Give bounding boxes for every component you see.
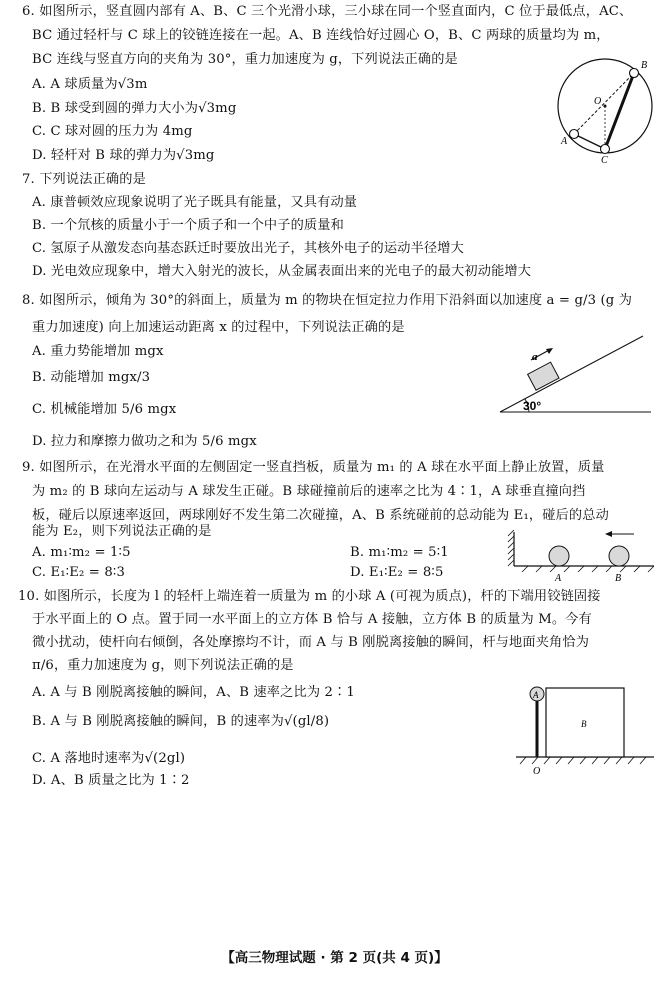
q9-stem-line-2: 为 m₂ 的 B 球向左运动与 A 球发生正碰。B 球碰撞前后的速率之比为 4∶1，A 球垂直撞向挡	[32, 484, 586, 499]
q9-label-a: A	[555, 573, 562, 584]
q10-label-a: A	[533, 690, 539, 700]
q9-option-c: C. E₁∶E₂ = 8∶3	[32, 565, 126, 580]
q8-option-c: C. 机械能增加 5/6 mgx	[32, 402, 177, 417]
q9-option-d: D. E₁∶E₂ = 8∶5	[350, 565, 444, 580]
q8-option-d: D. 拉力和摩擦力做功之和为 5/6 mgx	[32, 434, 257, 449]
q6-option-d: D. 轻杆对 B 球的弹力为√3mg	[32, 148, 215, 163]
q6-option-a: A. A 球质量为√3m	[32, 77, 148, 92]
q6-label-a: A	[561, 136, 568, 147]
q6-stem-line-3: BC 连线与竖直方向的夹角为 30°，重力加速度为 g，下列说法正确的是	[32, 52, 458, 67]
q6-stem-line-2: BC 通过轻杆与 C 球上的铰链连接在一起。A、B 连线恰好过圆心 O，B、C 两球的质量均为 m，	[32, 28, 610, 43]
q6-figure-circle	[555, 50, 655, 165]
q7-option-c: C. 氢原子从激发态向基态跃迁时要放出光子，其核外电子的运动半径增大	[32, 241, 464, 256]
q8-figure-incline	[495, 330, 655, 420]
q8-stem-line-1: 8. 如图所示，倾角为 30°的斜面上，质量为 m 的物块在恒定拉力作用下沿斜面以加速度 a = g/3 (g 为	[22, 293, 633, 308]
q9-option-b: B. m₁∶m₂ = 5∶1	[350, 545, 449, 560]
q10-stem-line-3: 微小扰动，使杆向右倾倒，各处摩擦均不计，而 A 与 B 刚脱离接触的瞬间，杆与地面夹角恰为	[32, 635, 590, 650]
q8-label-angle: 30°	[523, 399, 542, 413]
q6-label-o: O	[594, 96, 602, 107]
q10-label-b: B	[581, 719, 587, 729]
q10-option-a: A. A 与 B 刚脱离接触的瞬间，A、B 速率之比为 2∶1	[32, 685, 355, 700]
q10-stem-line-2: 于水平面上的 O 点。置于同一水平面上的立方体 B 恰与 A 接触，立方体 B 的质量为 M。今有	[32, 612, 592, 627]
q10-option-b: B. A 与 B 刚脱离接触的瞬间，B 的速率为√(gl/8)	[32, 714, 330, 729]
q8-label-a: a	[532, 351, 538, 363]
q6-option-b: B. B 球受到圆的弹力大小为√3mg	[32, 101, 237, 116]
q10-option-d: D. A、B 质量之比为 1∶2	[32, 773, 190, 788]
q10-label-o: O	[533, 766, 541, 777]
q9-label-b: B	[615, 573, 622, 584]
q8-stem-line-2: 重力加速度) 向上加速运动距离 x 的过程中，下列说法正确的是	[32, 320, 405, 335]
q9-stem-line-4: 能为 E₂，则下列说法正确的是	[32, 524, 212, 539]
q7-option-d: D. 光电效应现象中，增大入射光的波长，从金属表面出来的光电子的最大初动能增大	[32, 264, 532, 279]
q9-option-a: A. m₁∶m₂ = 1∶5	[32, 545, 131, 560]
q7-option-a: A. 康普顿效应现象说明了光子既具有能量，又具有动量	[32, 195, 358, 210]
q10-option-c: C. A 落地时速率为√(2gl)	[32, 751, 186, 766]
q10-figure-rod-block	[512, 682, 657, 777]
q7-option-b: B. 一个氘核的质量小于一个质子和一个中子的质量和	[32, 218, 344, 233]
q7-stem: 7. 下列说法正确的是	[22, 172, 146, 187]
q6-stem-line-1: 6. 如图所示，竖直圆内部有 A、B、C 三个光滑小球，三小球在同一个竖直面内，C 位于最低点，AC、	[22, 4, 633, 19]
q8-option-a: A. 重力势能增加 mgx	[32, 344, 164, 359]
q6-option-c: C. C 球对圆的压力为 4mg	[32, 124, 193, 139]
q9-figure-wall-balls	[508, 524, 658, 584]
page-footer: 【高三物理试题 · 第 2 页(共 4 页)】	[221, 950, 448, 966]
q10-stem-line-1: 10. 如图所示，长度为 l 的轻杆上端连着一质量为 m 的小球 A (可视为质点)，杆的下端用铰链固接	[18, 589, 601, 604]
q9-stem-line-3: 板，碰后以原速率返回，两球刚好不发生第二次碰撞，A、B 系统碰前的总动能为 E₁，碰后的总动	[32, 508, 609, 523]
q9-stem-line-1: 9. 如图所示，在光滑水平面的左侧固定一竖直挡板，质量为 m₁ 的 A 球在水平面上静止放置，质量	[22, 460, 605, 475]
q10-stem-line-4: π/6，重力加速度为 g，则下列说法正确的是	[32, 658, 294, 673]
q8-option-b: B. 动能增加 mgx/3	[32, 370, 151, 385]
q6-label-b: B	[641, 60, 648, 71]
q6-label-c: C	[601, 155, 608, 166]
